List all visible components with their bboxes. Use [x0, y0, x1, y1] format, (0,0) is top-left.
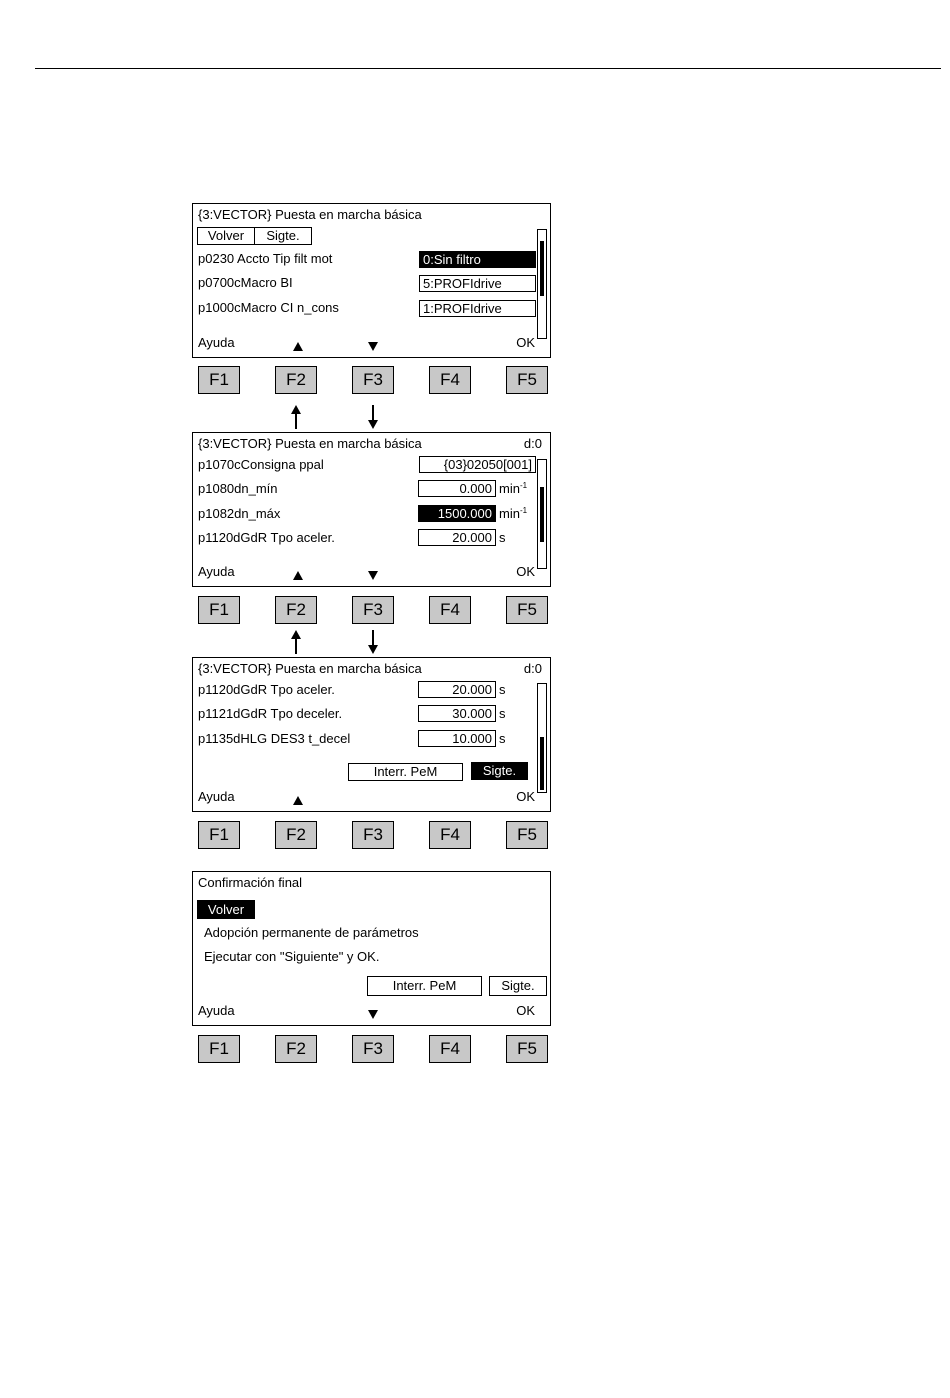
- param-value-field[interactable]: {03}02050[001]: [419, 456, 536, 473]
- screen-final-confirmation: [192, 871, 551, 1026]
- function-key-row: [198, 821, 548, 849]
- down-triangle-icon: [368, 571, 378, 580]
- param-value-field[interactable]: 30.000: [418, 705, 496, 722]
- f2-key[interactable]: F2: [275, 1035, 317, 1063]
- param-label: p1080dn_mín: [198, 481, 278, 496]
- param-label: p0700cMacro BI: [198, 275, 293, 290]
- scrollbar[interactable]: [537, 459, 547, 569]
- param-label: p1121dGdR Tpo deceler.: [198, 706, 343, 721]
- help-softkey-label: Ayuda: [198, 1003, 235, 1018]
- f4-key[interactable]: F4: [429, 596, 471, 624]
- f4-key[interactable]: F4: [429, 1035, 471, 1063]
- down-triangle-icon: [368, 342, 378, 351]
- param-value-field[interactable]: 1:PROFIdrive: [419, 300, 536, 317]
- unit-label: s: [499, 731, 506, 746]
- param-value-field[interactable]: 0.000: [418, 480, 496, 497]
- abort-commissioning-button[interactable]: Interr. PeM: [348, 763, 463, 781]
- confirmation-text: Adopción permanente de parámetros: [204, 925, 419, 940]
- screen-title: Confirmación final: [198, 875, 303, 890]
- help-softkey-label: Ayuda: [198, 789, 235, 804]
- f3-key[interactable]: F3: [352, 366, 394, 394]
- param-value-field[interactable]: 1500.000: [418, 505, 496, 522]
- function-key-row: [198, 596, 548, 624]
- param-value-field[interactable]: 0:Sin filtro: [419, 251, 536, 268]
- f5-key[interactable]: F5: [506, 366, 548, 394]
- down-arrow-icon: [368, 630, 378, 654]
- f1-key[interactable]: F1: [198, 366, 240, 394]
- f5-key[interactable]: F5: [506, 821, 548, 849]
- param-label: p1120dGdR Tpo aceler.: [198, 530, 335, 545]
- function-key-row: [198, 366, 548, 394]
- f2-key[interactable]: F2: [275, 821, 317, 849]
- f3-key[interactable]: F3: [352, 1035, 394, 1063]
- screen-title: {3:VECTOR} Puesta en marcha básica: [198, 661, 422, 676]
- confirmation-instruction: Ejecutar con "Siguiente" y OK.: [204, 949, 380, 964]
- f1-key[interactable]: F1: [198, 1035, 240, 1063]
- screen-basic-commissioning-2: [192, 432, 551, 587]
- abort-commissioning-button[interactable]: Interr. PeM: [367, 976, 482, 996]
- up-arrow-icon: [291, 630, 301, 654]
- param-label: p1082dn_máx: [198, 506, 281, 521]
- param-label: p1000cMacro CI n_cons: [198, 300, 339, 315]
- next-button[interactable]: Sigte.: [254, 227, 312, 245]
- param-label: p1070cConsigna ppal: [198, 457, 324, 472]
- up-triangle-icon: [293, 571, 303, 580]
- screen-title: {3:VECTOR} Puesta en marcha básica: [198, 436, 422, 451]
- up-triangle-icon: [293, 796, 303, 805]
- screen-basic-commissioning-3: [192, 657, 551, 812]
- param-label: p0230 Accto Tip filt mot: [198, 251, 333, 266]
- page-top-rule: [35, 68, 941, 69]
- unit-label: $\min^{-1}$: [499, 506, 528, 521]
- f4-key[interactable]: F4: [429, 366, 471, 394]
- param-label: p1135dHLG DES3 t_decel: [198, 731, 351, 746]
- back-button[interactable]: Volver: [197, 900, 255, 919]
- f1-key[interactable]: F1: [198, 821, 240, 849]
- scrollbar[interactable]: [537, 229, 547, 339]
- next-button[interactable]: Sigte.: [489, 976, 547, 996]
- ok-softkey-label: OK: [516, 1003, 535, 1018]
- down-triangle-icon: [368, 1010, 378, 1019]
- unit-label: $\min^{-1}$: [499, 481, 528, 496]
- unit-label: s: [499, 706, 506, 721]
- param-value-field[interactable]: 20.000: [418, 681, 496, 698]
- help-softkey-label: Ayuda: [198, 564, 235, 579]
- ok-softkey-label: OK: [516, 564, 535, 579]
- param-value-field[interactable]: 20.000: [418, 529, 496, 546]
- scrollbar-thumb[interactable]: [540, 487, 544, 542]
- f3-key[interactable]: F3: [352, 596, 394, 624]
- drive-object-label: d:0: [523, 436, 542, 451]
- f1-key[interactable]: F1: [198, 596, 240, 624]
- ok-softkey-label: OK: [516, 335, 535, 350]
- down-arrow-icon: [368, 405, 378, 429]
- screen-title: {3:VECTOR} Puesta en marcha básica: [198, 207, 422, 222]
- scrollbar[interactable]: [537, 683, 547, 793]
- function-key-row: [198, 1035, 548, 1063]
- f3-key[interactable]: F3: [352, 821, 394, 849]
- f2-key[interactable]: F2: [275, 596, 317, 624]
- f5-key[interactable]: F5: [506, 596, 548, 624]
- drive-object-label: d:0: [523, 661, 542, 676]
- up-arrow-icon: [291, 405, 301, 429]
- f2-key[interactable]: F2: [275, 366, 317, 394]
- unit-label: s: [499, 682, 506, 697]
- f4-key[interactable]: F4: [429, 821, 471, 849]
- back-button[interactable]: Volver: [197, 227, 255, 245]
- scrollbar-thumb[interactable]: [540, 241, 544, 296]
- screen-basic-commissioning-1: [192, 203, 551, 358]
- param-value-field[interactable]: 10.000: [418, 730, 496, 747]
- f5-key[interactable]: F5: [506, 1035, 548, 1063]
- param-label: p1120dGdR Tpo aceler.: [198, 682, 335, 697]
- scrollbar-thumb[interactable]: [540, 737, 544, 790]
- param-value-field[interactable]: 5:PROFIdrive: [419, 275, 536, 292]
- up-triangle-icon: [293, 342, 303, 351]
- next-button[interactable]: Sigte.: [471, 762, 528, 780]
- ok-softkey-label: OK: [516, 789, 535, 804]
- unit-label: s: [499, 530, 506, 545]
- help-softkey-label: Ayuda: [198, 335, 235, 350]
